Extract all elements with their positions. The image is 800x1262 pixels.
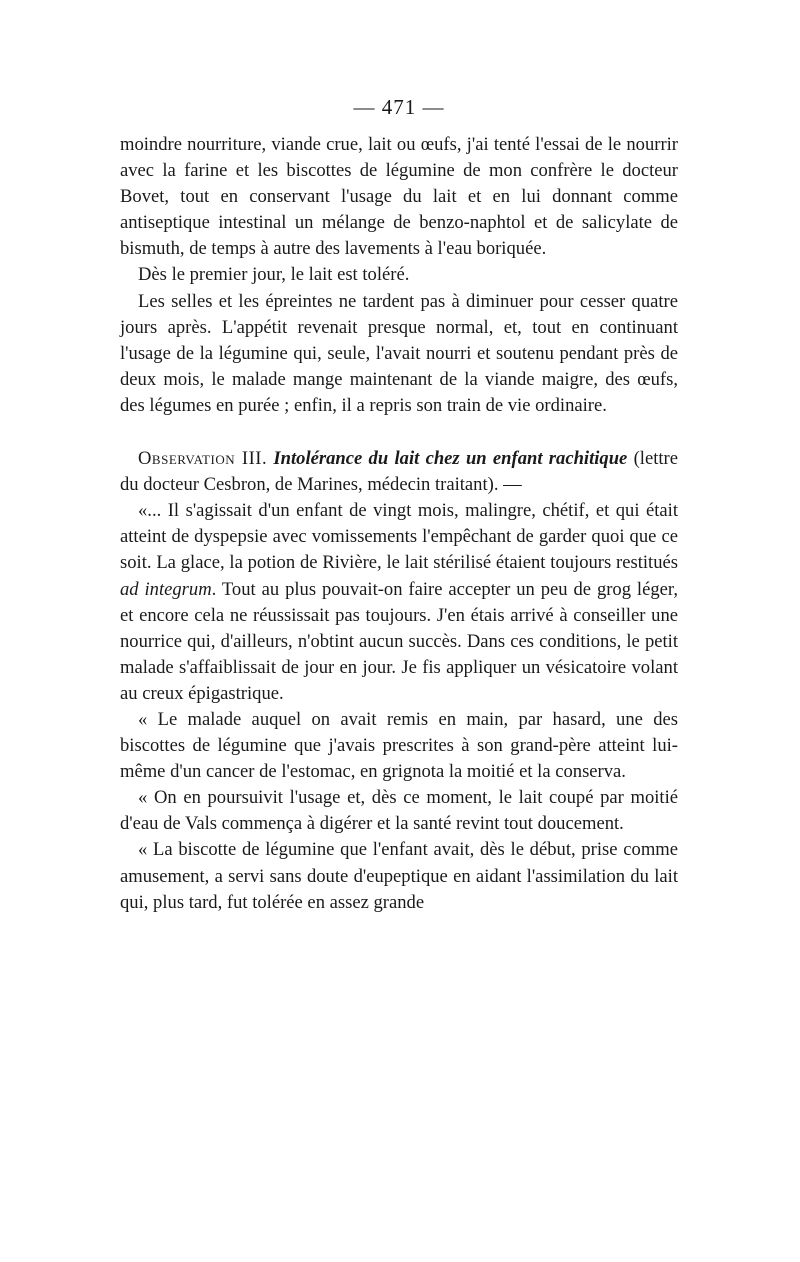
page-number: — 471 — xyxy=(353,95,445,119)
case-latin-phrase: ad integrum xyxy=(120,578,212,600)
case-text-a: «... Il s'agissait d'un enfant de vingt mois, malingre, chétif, et qui était atteint de dyspepsie avec vomissements l'empêchant de garder quoi que ce soit. La glace, la potion de Rivière, le lait stérilisé étaient toujours restitués xyxy=(120,500,678,574)
observation-heading xyxy=(120,446,678,498)
paragraph-biscotte: « Le malade auquel on avait remis en main, par hasard, une des biscottes de légumine que j'avais prescrites à son grand-père atteint lui-même d'un cancer de l'estomac, en grignota la moitié et la conserva. xyxy=(120,708,678,783)
page-body xyxy=(120,95,678,916)
paragraph-milk-tolerated: Dès le premier jour, le lait est toléré. xyxy=(138,264,410,286)
observation-label: Observation III. xyxy=(138,448,268,470)
paragraph-vals-water: « On en poursuivit l'usage et, dès ce moment, le lait coupé par moitié d'eau de Vals commença à digérer et la santé revint tout doucement. xyxy=(120,787,678,835)
paragraph-continuation: moindre nourriture, viande crue, lait ou œufs, j'ai tenté l'essai de le nourrir avec la farine et les biscottes de légumine de mon confrère le docteur Bovet, tout en conservant l'usage du lait et en lui donnant comme antiseptique intestinal un mélange de benzo-naphtol et de salicylate de bismuth, de temps à autre des lavements à l'eau boriquée. xyxy=(120,134,678,260)
observation-title: Intolérance du lait chez un enfant rachitique xyxy=(273,448,628,470)
paragraph-eupeptic: « La biscotte de légumine que l'enfant avait, dès le début, prise comme amusement, a servi sans doute d'eupeptique en aidant l'assimilation du lait qui, plus tard, fut tolérée en assez grande xyxy=(120,839,678,913)
case-text-b: . Tout au plus pouvait-on faire accepter un peu de grog léger, et encore cela ne réussissait pas toujours. J'en étais arrivé à conseiller une nourrice qui, d'ailleurs, n'obtint aucun succès. Dans ces conditions, le petit malade s'affaiblissait de jour en jour. Je fis appliquer un vésicatoire volant au creux épigastrique. xyxy=(120,578,678,704)
section-gap xyxy=(120,419,678,446)
paragraph-case-description xyxy=(120,498,678,707)
observation-source: (lettre du docteur Cesbron, de Marines, médecin traitant). — xyxy=(120,448,678,496)
paragraph-recovery: Les selles et les épreintes ne tardent pas à diminuer pour cesser quatre jours après. L'appétit revenait presque normal, et, tout en continuant l'usage de la légumine qui, seule, l'avait nourri et soutenu pendant près de deux mois, le malade mange maintenant de la viande maigre, des œufs, des légumes en purée ; enfin, il a repris son train de vie ordinaire. xyxy=(120,290,678,416)
